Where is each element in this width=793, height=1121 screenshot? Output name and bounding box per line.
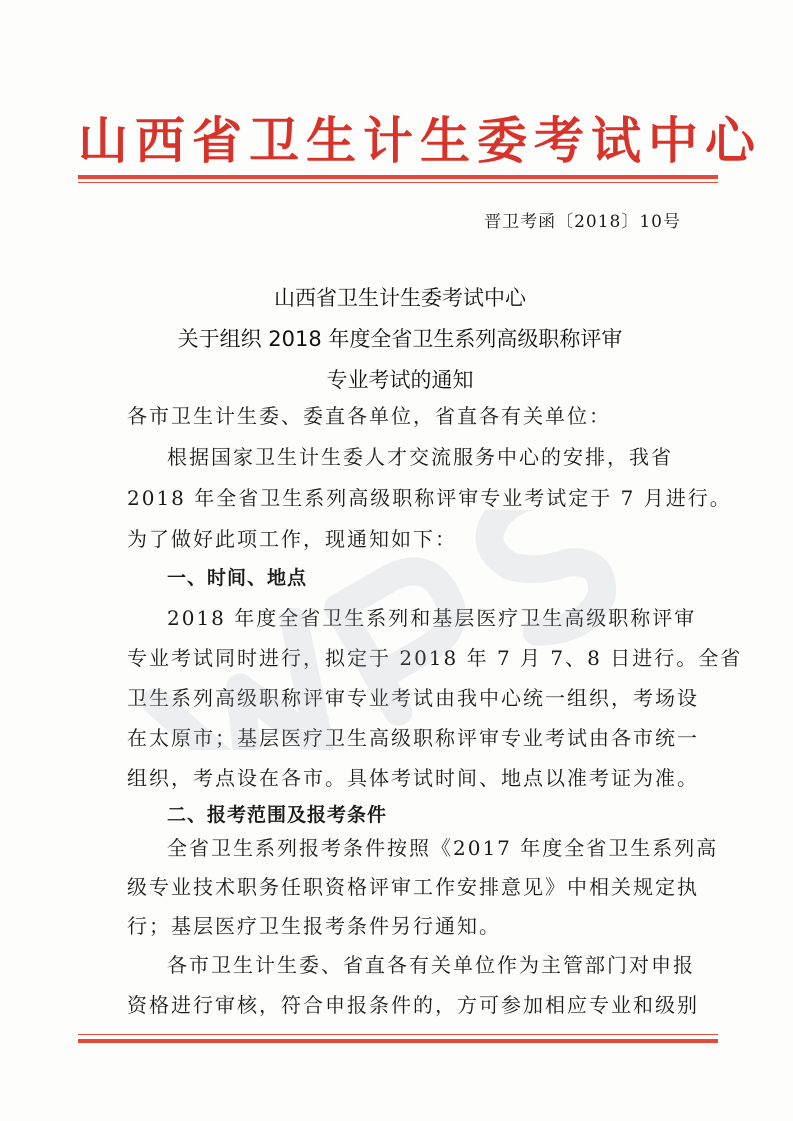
section-1-line-4: 在太原市；基层医疗卫生高级职称评审专业考试由各市统一 [127,726,699,750]
section-2-p2-line-2: 资格进行审核，符合申报条件的，方可参加相应专业和级别 [127,993,699,1017]
header-rule-thick [78,175,718,179]
section-2-p1-line-3: 行；基层医疗卫生报考条件另行通知。 [127,914,501,938]
intro-line-1: 根据国家卫生计生委人才交流服务中心的安排，我省 [167,445,673,469]
footer-rule-thick [78,1039,718,1043]
intro-line-3: 为了做好此项工作，现通知如下： [127,527,457,551]
section-2-heading: 二、报考范围及报考条件 [167,804,388,826]
title-line-3: 专业考试的通知 [326,368,474,392]
section-1-heading: 一、时间、地点 [167,567,308,589]
section-2-p1-line-2: 级专业技术职务任职资格评审工作安排意见》中相关规定执 [127,875,699,899]
section-1-line-3: 卫生系列高级职称评审专业考试由我中心统一组织，考场设 [127,686,699,710]
footer-rule-thin [78,1034,718,1035]
section-1-line-2: 专业考试同时进行，拟定于 2018 年 7 月 7、8 日进行。全省 [127,646,743,670]
document-number: 晋卫考函〔2018〕10号 [484,212,681,232]
header-rule-thin [78,182,718,183]
title-line-1: 山西省卫生计生委考试中心 [274,286,526,310]
section-1-line-5: 组织，考点设在各市。具体考试时间、地点以准考证为准。 [127,766,699,790]
intro-line-2: 2018 年全省卫生系列高级职称评审专业考试定于 7 月进行。 [127,486,732,510]
section-2-p1-line-1: 全省卫生系列报考条件按照《2017 年度全省卫生系列高 [167,836,719,860]
salutation: 各市卫生计生委、委直各单位，省直各有关单位： [127,404,611,428]
org-header: 山西省卫生计生委考试中心 [78,111,762,170]
title-line-2: 关于组织 2018 年度全省卫生系列高级职称评审 [177,327,623,351]
section-2-p2-line-1: 各市卫生计生委、省直各有关单位作为主管部门对申报 [167,953,695,977]
section-1-line-1: 2018 年度全省卫生系列和基层医疗卫生高级职称评审 [167,606,697,630]
